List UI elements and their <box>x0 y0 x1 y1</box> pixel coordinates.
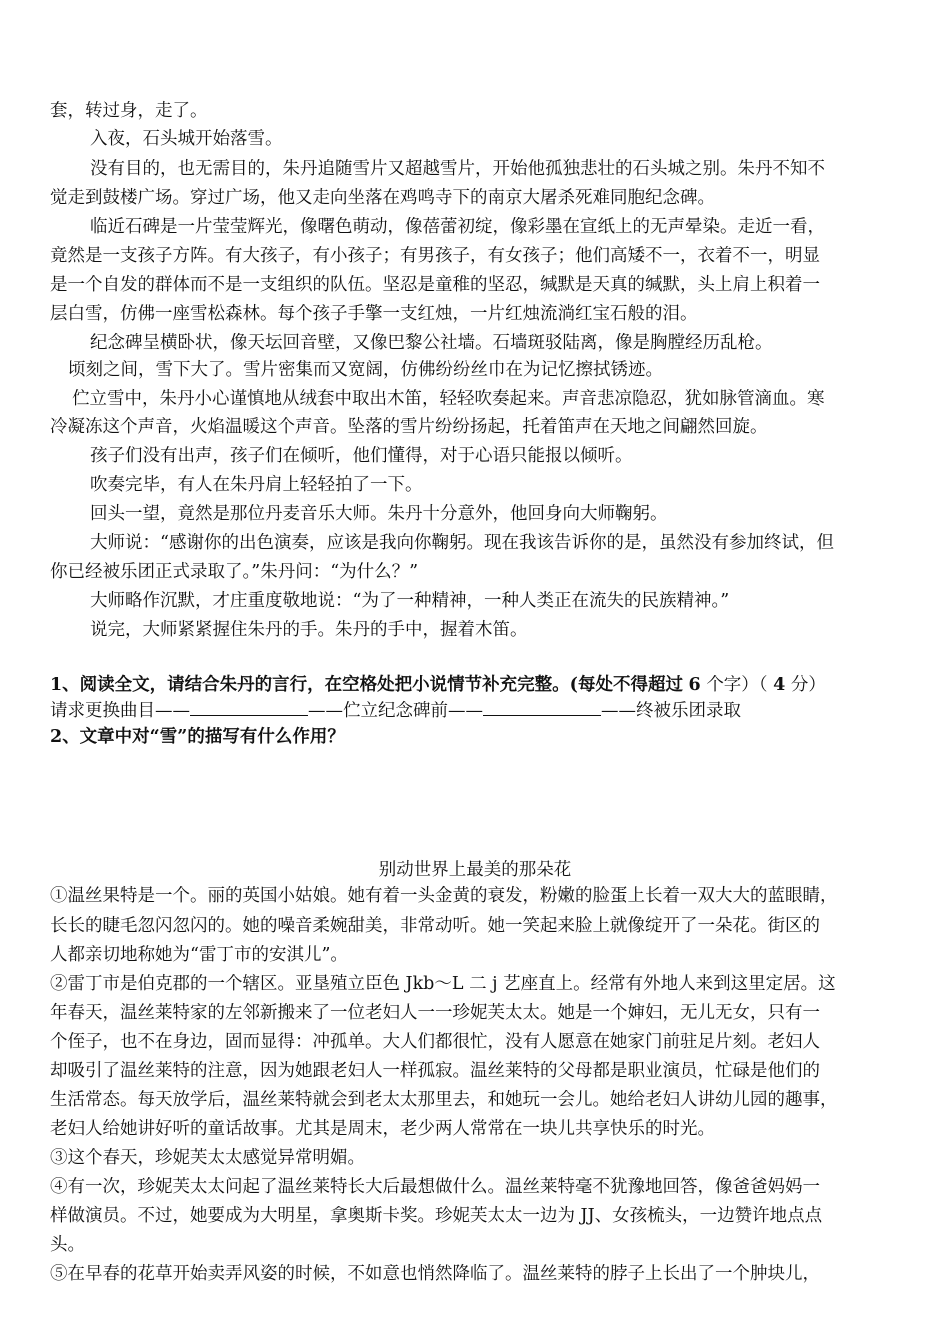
question-1-char-limit: 6 <box>688 675 701 695</box>
paragraph-line: 吹奏完毕，有人在朱丹肩上轻轻拍了一下。 <box>90 475 423 495</box>
paragraph-line: 回头一望，竟然是那位丹麦音乐大师。朱丹十分意外，他回身向大师鞠躬。 <box>90 504 668 524</box>
paragraph-line: 人都亲切地称她为“雷丁市的安淇儿”。 <box>50 945 348 965</box>
paragraph-line: ②雷丁市是伯克郡的一个辖区。亚垦殖立臣色 Jkb～L 二 j 艺座直上。经常有外地人来到这里定居。这 <box>50 974 836 994</box>
paragraph-line: 长长的睫毛忽闪忽闪的。她的噪音柔婉甜美，非常动听。她一笑起来脸上就像绽开了一朵花。街区的 <box>50 916 820 936</box>
paragraph-line: 是一个自发的群体而不是一支组织的队伍。坚忍是童稚的坚忍，缄默是天真的缄默，头上肩上积着一 <box>50 275 820 295</box>
paragraph-line: 个侄子，也不在身边，固而显得：冲孤单。大人们都很忙，没有人愿意在她家门前驻足片刻。老妇人 <box>50 1032 820 1052</box>
paragraph-line: 大师说：“感谢你的出色演奏，应该是我向你鞠躬。现在我该告诉你的是，虽然没有参加终试，但 <box>90 533 834 553</box>
paragraph-line: 层白雪，仿佛一座雪松森林。每个孩子手擎一支红烛，一片红烛流淌红宝石般的泪。 <box>50 304 698 324</box>
paragraph-line: 老妇人给她讲好听的童话故事。尤其是周末，老少两人常常在一块儿共享快乐的时光。 <box>50 1119 715 1139</box>
paragraph-line: 大师略作沉默，才庄重度敬地说：“为了一种精神，一种人类正在流失的民族精神。” <box>90 591 730 611</box>
question-1-text: 1、阅读全文，请结合朱丹的言行，在空格处把小说情节补充完整。(每处不得超过 <box>50 675 683 695</box>
plot-step-3: ——终被乐团录取 <box>601 701 741 721</box>
question-2 <box>50 724 345 750</box>
story-title: 别动世界上最美的那朵花 <box>378 860 572 880</box>
paragraph-line: 纪念碑呈横卧状，像天坛回音壁，又像巴黎公社墙。石墙斑驳陆离，像是胸膛经历乱枪。 <box>90 333 773 353</box>
question-2-number: 2 <box>50 727 63 747</box>
paragraph-line: 觉走到鼓楼广场。穿过广场，他又走向坐落在鸡鸣寺下的南京大屠杀死难同胞纪念碑。 <box>50 188 715 208</box>
paragraph-line: 冷凝冻这个声音，火焰温暖这个声音。坠落的雪片纷纷扬起，托着笛声在天地之间翩然回旋。 <box>50 417 768 437</box>
paragraph-line: 套，转过身，走了。 <box>50 101 208 121</box>
question-1 <box>50 672 826 698</box>
paragraph-line: 样做演员。不过，她要成为大明星，拿奥斯卡奖。珍妮芙太太一边为 JJ、女孩梳头，一边赞许地点点 <box>50 1206 823 1226</box>
paragraph-line: 说完，大师紧紧握住朱丹的手。朱丹的手中，握着木笛。 <box>90 620 528 640</box>
answer-blank-2[interactable] <box>483 699 601 716</box>
paragraph-line: 入夜，石头城开始落雪。 <box>90 129 283 149</box>
question-1-text-b: 个字）（ <box>706 675 768 695</box>
paragraph-line: 伫立雪中，朱丹小心谨慎地从绒套中取出木笛，轻轻吹奏起来。声音悲凉隐忍，犹如脉管滴血。寒 <box>72 389 825 409</box>
paragraph-line: 临近石碑是一片莹莹辉光，像曙色萌动，像蓓蕾初绽，像彩墨在宣纸上的无声晕染。走近一看， <box>90 217 825 237</box>
paragraph-line: 孩子们没有出声，孩子们在倾听，他们懂得，对于心语只能报以倾听。 <box>90 446 633 466</box>
plot-step-2: ——伫立纪念碑前—— <box>308 701 483 721</box>
question-1-score: 4 <box>773 675 786 695</box>
paragraph-line: 竟然是一支孩子方阵。有大孩子，有小孩子；有男孩子，有女孩子；他们高矮不一，衣着不一，明显 <box>50 246 820 266</box>
paragraph-line: ⑤在早春的花草开始卖弄风姿的时候，不如意也悄然降临了。温丝莱特的脖子上长出了一个肿块儿， <box>50 1264 820 1284</box>
paragraph-line: 生活常态。每天放学后，温丝莱特就会到老太太那里去，和她玩一会儿。她给老妇人讲幼儿园的趣事， <box>50 1090 838 1110</box>
paragraph-line: 没有目的，也无需目的，朱丹追随雪片又超越雪片，开始他孤独悲壮的石头城之别。朱丹不知不 <box>90 159 825 179</box>
fill-in-line <box>50 698 741 724</box>
answer-blank-1[interactable] <box>190 699 308 716</box>
paragraph-line: 年春天，温丝莱特家的左邻新搬来了一位老妇人一一珍妮芙太太。她是一个婶妇，无儿无女，只有一 <box>50 1003 820 1023</box>
question-1-text-c: 分） <box>790 675 826 695</box>
paragraph-line: ④有一次，珍妮芙太太问起了温丝莱特长大后最想做什么。温丝莱特毫不犹豫地回答，像爸爸妈妈一 <box>50 1177 820 1197</box>
paragraph-line: ③这个春天，珍妮芙太太感觉异常明媚。 <box>50 1148 365 1168</box>
paragraph-line: 却吸引了温丝莱特的注意，因为她跟老妇人一样孤寂。温丝莱特的父母都是职业演员，忙碌是他们的 <box>50 1061 820 1081</box>
paragraph-line: 头。 <box>50 1235 85 1255</box>
question-2-text: 、文章中对“雪”的描写有什么作用？ <box>62 727 345 747</box>
paragraph-line: 顷刻之间，雪下大了。雪片密集而又宽阔，仿佛纷纷丝巾在为记忆擦拭锈迹。 <box>68 360 663 380</box>
plot-step-1: 请求更换曲目—— <box>50 701 190 721</box>
paragraph-line: ①温丝果特是一个。丽的英国小姑娘。她有着一头金黄的衰发，粉嫩的脸蛋上长着一双大大的蓝眼睛， <box>50 886 838 906</box>
paragraph-line: 你已经被乐团正式录取了。”朱丹问：“为什么？” <box>50 562 419 582</box>
